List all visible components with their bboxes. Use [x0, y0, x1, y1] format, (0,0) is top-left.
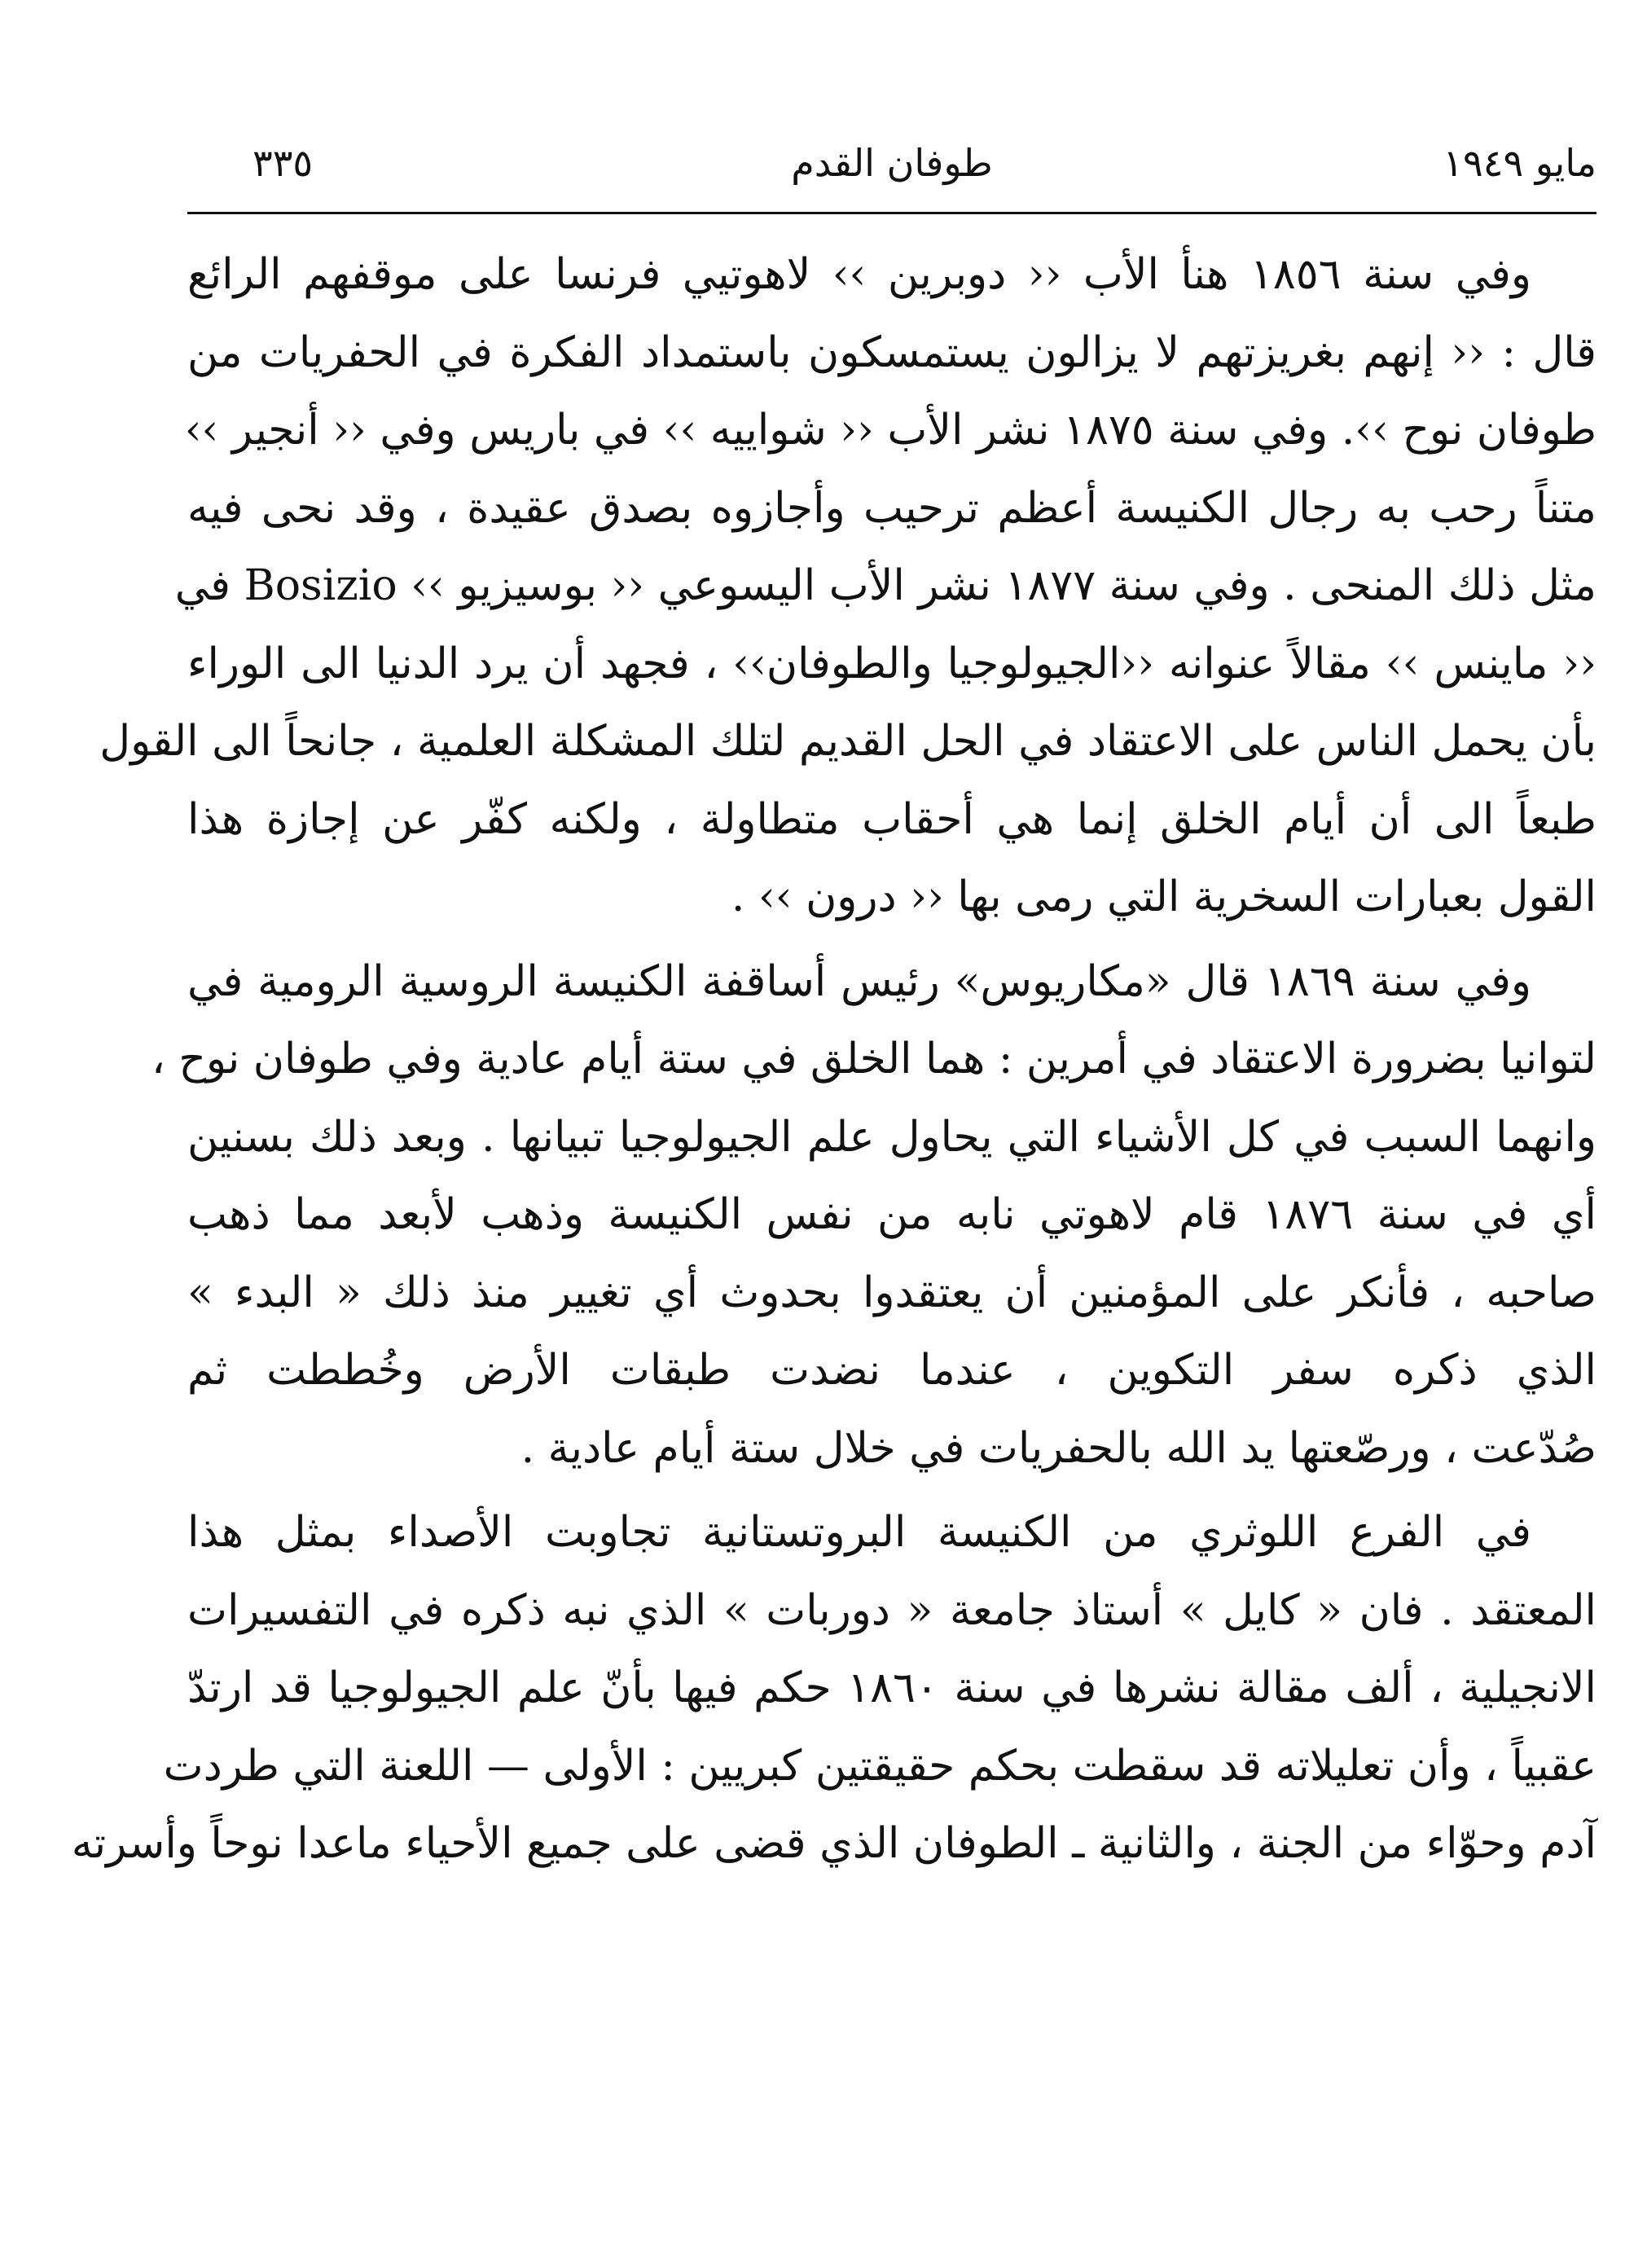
paragraph	[71, 1494, 1596, 1883]
running-head	[187, 122, 1596, 200]
paragraph-gap	[187, 1488, 1596, 1494]
text-line: طبعاً الى أن أيام الخلق إنما هي أحقاب متطاولة ، ولكنه كفّر عن إجازة هذا	[187, 794, 1596, 844]
text-line: وفي سنة ١٨٥٦ هنأ الأب ‹‹ دوبرين ›› لاهوتيي فرنسا على موقفهم الرائع	[187, 250, 1531, 299]
text-line: قال : ‹‹ إنهم بغريزتهم لا يزالون يستمسكون باستمداد الفكرة في الحفريات من	[187, 327, 1596, 377]
paragraph	[152, 943, 1596, 1488]
text-line: آدم وحوّاء من الجنة ، والثانية ـ الطوفان الذي قضى على جميع الأحياء ماعدا نوحاً وأسرته	[71, 1819, 1596, 1868]
text-line: عقبياً ، وأن تعليلاته قد سقطت بحكم حقيقتين كبريين : الأولى — اللعنة التي طردت	[163, 1741, 1596, 1791]
text-line: متناً رحب به رجال الكنيسة أعظم ترحيب وأجازوه بصدق عقيدة ، وقد نحى فيه	[187, 483, 1596, 533]
text-line: المعتقد . فان « كايل » أستاذ جامعة « دوربات » الذي نبه ذكره في التفسيرات	[187, 1585, 1596, 1635]
paragraph-gap	[187, 937, 1596, 943]
text-line: الذي ذكره سفر التكوين ، عندما نضدت طبقات الأرض وخُططت ثم	[187, 1346, 1596, 1395]
article-title: طوفان القدم	[791, 141, 993, 185]
text-line: صاحبه ، فأنكر على المؤمنين أن يعتقدوا بحدوث أي تغيير منذ ذلك « البدء »	[187, 1268, 1596, 1317]
text-line: طوفان نوح ››. وفي سنة ١٨٧٥ نشر الأب ‹‹ شواييه ›› في باريس وفي ‹‹ أنجير ››	[184, 406, 1596, 455]
text-line: صُدّعت ، ورصّعتها يد الله بالحفريات في خلال ستة أيام عادية .	[520, 1423, 1596, 1473]
text-line: ‹‹ ماينس ›› مقالاً عنوانه ‹‹الجيولوجيا والطوفان›› ، فجهد أن يرد الدنيا الى الوراء	[187, 639, 1596, 688]
text-line: وفي سنة ١٨٦٩ قال «مكاريوس» رئيس أساقفة الكنيسة الروسية الرومية في	[187, 956, 1531, 1006]
text-line: بأن يحمل الناس على الاعتقاد في الحل القديم لتلك المشكلة العلمية ، جانحاً الى القول	[99, 717, 1596, 766]
text-line: لتوانيا بضرورة الاعتقاد في أمرين : هما الخلق في ستة أيام عادية وفي طوفان نوح ،	[152, 1035, 1596, 1083]
text-line: وانهما السبب في كل الأشياء التي يحاول علم الجيولوجيا تبيانها . وبعد ذلك بسنين	[187, 1112, 1596, 1162]
text-line: الانجيلية ، ألف مقالة نشرها في سنة ١٨٦٠ حكم فيها بأنّ علم الجيولوجيا قد ارتدّ	[187, 1664, 1596, 1712]
issue-date: مايو ١٩٤٩	[1443, 141, 1596, 185]
body-text	[71, 236, 1596, 1883]
paragraph	[99, 236, 1596, 937]
text-line: في الفرع اللوثري من الكنيسة البروتستانية تجاوبت الأصداء بمثل هذا	[187, 1508, 1531, 1557]
page-number: ٣٣٥	[253, 141, 314, 185]
header-rule	[187, 212, 1596, 214]
text-line: مثل ذلك المنحى . وفي سنة ١٨٧٧ نشر الأب اليسوعي ‹‹ بوسيزيو ›› Bosizio في	[174, 561, 1596, 610]
book-page	[71, 122, 1596, 2208]
text-line: القول بعبارات السخرية التي رمى بها ‹‹ درون ›› .	[731, 872, 1596, 921]
text-line: أي في سنة ١٨٧٦ قام لاهوتي نابه من نفس الكنيسة وذهب لأبعد مما ذهب	[187, 1190, 1596, 1239]
